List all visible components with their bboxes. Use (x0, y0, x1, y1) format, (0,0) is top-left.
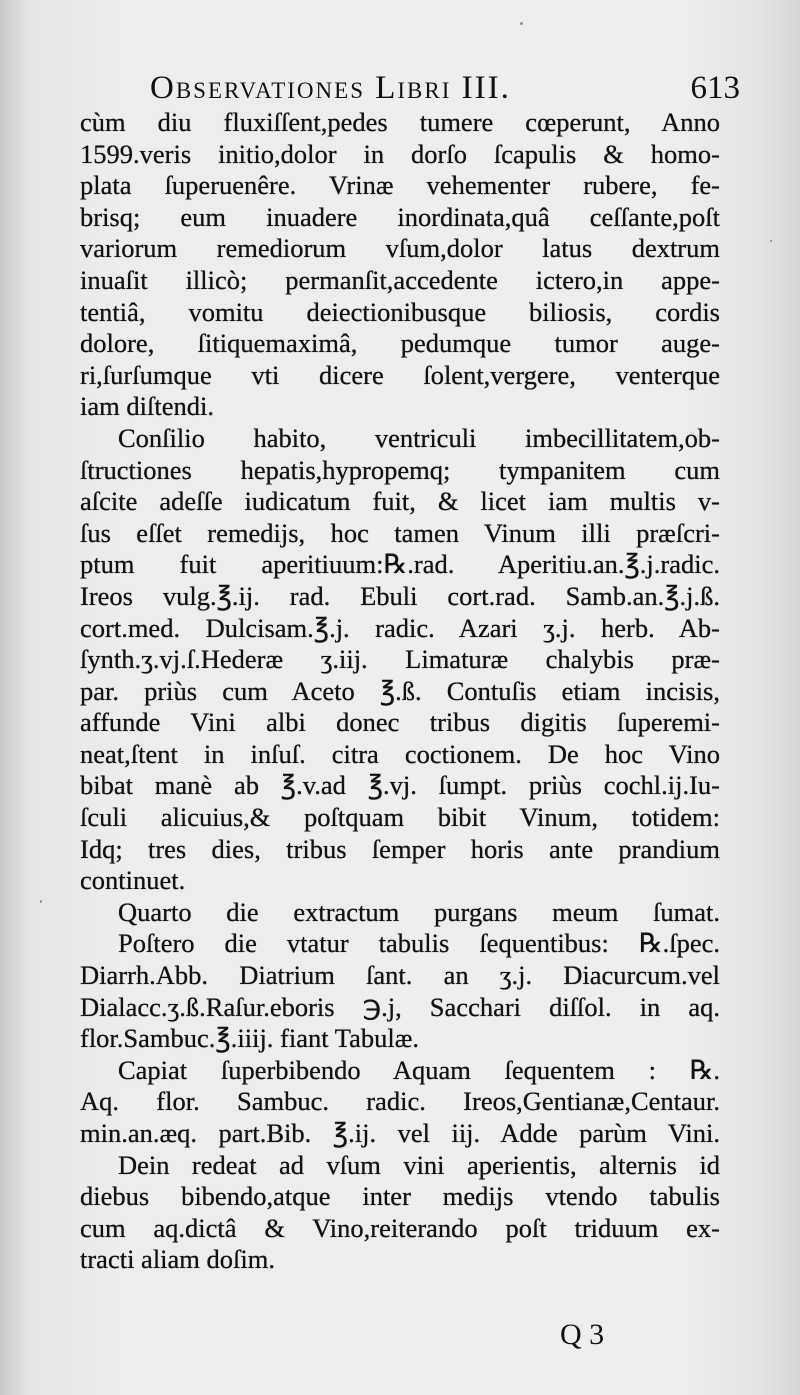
text-line: cum aq.dictâ & Vino,reiterando poſt triduum ex- (80, 1212, 720, 1243)
text-line: ri,ſurſumque vti dicere ſolent,vergere, venterque (80, 359, 720, 390)
text-line: bibat manè ab ℥.v.ad ℥.vj. ſumpt. priùs cochl.ij.Iu- (80, 770, 720, 801)
text-line: Poſtero die vtatur tabulis ſequentibus: ℞.ſpec. (118, 928, 720, 959)
text-line: aſcite adeſſe iudicatum fuit, & licet iam multis v- (80, 486, 720, 517)
text-line: Dein redeat ad vſum vini aperientis, alternis id (118, 1149, 720, 1180)
text-line: par. priùs cum Aceto ℥.ß. Contuſis etiam incisis, (80, 675, 720, 706)
body-text (80, 107, 720, 1276)
text-line: iam diſtendi. (80, 391, 214, 422)
text-line: Quarto die extractum purgans meum ſumat. (118, 896, 720, 927)
text-line: Capiat ſuperbibendo Aquam ſequentem : ℞. (118, 1054, 720, 1085)
paper-speck (40, 900, 42, 903)
page-header (150, 70, 740, 110)
text-line: flor.Sambuc.℥.iiij. fiant Tabulæ. (80, 1023, 420, 1054)
text-line: inuaſit illicò; permanſit,accedente ictero,in appe- (80, 264, 720, 295)
paper-speck (520, 22, 523, 25)
text-line: Idq; tres dies, tribus ſemper horis ante prandium (80, 833, 720, 864)
text-line: Conſilio habito, ventriculi imbecillitatem,ob- (118, 422, 720, 453)
text-line: ſynth.ʒ.vj.ſ.Hederæ ʒ.iij. Limaturæ chalybis præ- (80, 644, 720, 675)
text-line: tentiâ, vomitu deiectionibusque biliosis, cordis (80, 296, 720, 327)
text-line: ptum fuit aperitiuum:℞.rad. Aperitiu.an.℥.j.radic. (80, 549, 720, 580)
text-line: Ireos vulg.℥.ij. rad. Ebuli cort.rad. Samb.an.℥.j.ß. (80, 580, 720, 611)
catchword: Q 3 (560, 1318, 605, 1351)
text-line: tracti aliam doſim. (80, 1244, 276, 1275)
text-line: cort.med. Dulcisam.℥.j. radic. Azari ʒ.j. herb. Ab- (80, 612, 720, 643)
text-line: ſculi alicuius,& poſtquam bibit Vinum, totidem: (80, 802, 720, 833)
text-line: diebus bibendo,atque inter medijs vtendo tabulis (80, 1181, 720, 1212)
text-line: cùm diu fluxiſſent,pedes tumere cœperunt, Anno (80, 107, 720, 137)
text-line: dolore, ſitiquemaximâ, pedumque tumor auge- (80, 328, 720, 359)
text-line: brisq; eum inuadere inordinata,quâ ceſſante,poſt (80, 201, 720, 232)
running-title: Observationes Libri III. (150, 70, 511, 106)
paper-speck (770, 240, 772, 242)
text-line: variorum remediorum vſum,dolor latus dextrum (80, 233, 720, 264)
text-line: Aq. flor. Sambuc. radic. Ireos,Gentianæ,Centaur. (80, 1086, 720, 1117)
text-line: Dialacc.ʒ.ß.Raſur.eboris ℈.j, Sacchari diſſol. in aq. (80, 991, 720, 1022)
text-line: min.an.æq. part.Bib. ℥.ij. vel iij. Adde parùm Vini. (80, 1118, 720, 1148)
text-line: ſtructiones hepatis,hypropemq; tympanitem cum (80, 454, 720, 485)
text-line: neat,ſtent in inſuſ. citra coctionem. De hoc Vino (80, 738, 720, 769)
text-line: 1599.veris initio,dolor in dorſo ſcapulis & homo- (80, 138, 720, 169)
text-line: plata ſuperuenêre. Vrinæ vehementer rubere, fe- (80, 170, 720, 201)
text-line: affunde Vini albi donec tribus digitis ſuperemi- (80, 707, 720, 738)
text-line: Diarrh.Abb. Diatrium ſant. an ʒ.j. Diacurcum.vel (80, 960, 720, 991)
page-number: 613 (690, 70, 740, 106)
text-line: ſus eſſet remedijs, hoc tamen Vinum illi præſcri- (80, 517, 720, 548)
text-line: continuet. (80, 865, 186, 896)
